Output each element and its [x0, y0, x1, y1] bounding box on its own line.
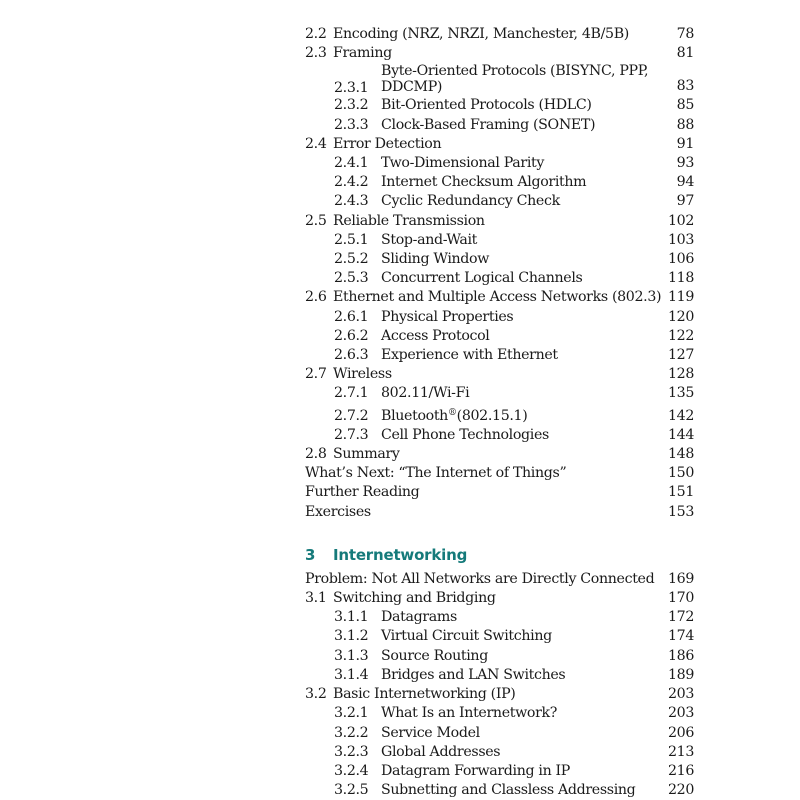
toc-entry-title — [381, 781, 651, 800]
toc-entry-page: 91 — [676, 135, 694, 152]
toc-entry-title-text: Stop-and-Wait — [381, 231, 478, 248]
toc-entry-title-text: Further Reading — [305, 484, 420, 501]
toc-entry-title — [333, 44, 392, 63]
toc-entry-title — [381, 608, 651, 627]
toc-entry — [305, 404, 694, 426]
toc-entry-page: 81 — [676, 45, 694, 62]
toc-entry — [305, 308, 694, 327]
toc-entry-title — [381, 63, 651, 96]
chapter-title: Internetworking — [333, 545, 468, 564]
toc-entry-title-text: Bit-Oriented Protocols (HDLC) — [381, 97, 592, 114]
toc-entry — [305, 346, 694, 365]
toc-entry-page: 189 — [667, 666, 694, 683]
toc-entry-title — [333, 589, 496, 608]
toc-entry-title — [381, 173, 651, 192]
toc-entry-page: 83 — [676, 78, 694, 95]
toc-entry-page: 128 — [667, 366, 694, 383]
toc-entry-number: 2.7 — [305, 366, 327, 383]
toc-section-chapter-2 — [305, 25, 694, 522]
toc-entry-number: 3.1.4 — [334, 666, 369, 683]
toc-entry-number: 3.1.2 — [334, 628, 369, 645]
toc-entry — [305, 154, 694, 173]
toc-entry-title-text: Access Protocol — [381, 327, 490, 344]
toc-entry-title-text: Exercises — [305, 503, 371, 520]
toc-entry — [305, 231, 694, 250]
toc-entry-title-text: Datagram Forwarding in IP — [381, 762, 570, 779]
toc-entry-title — [333, 135, 441, 154]
toc-entry-title-text: Concurrent Logical Channels — [381, 270, 583, 287]
toc-entry — [305, 135, 694, 154]
toc-entry-page: 174 — [667, 628, 694, 645]
toc-entry-page: 172 — [667, 609, 694, 626]
toc-entry-title — [381, 384, 651, 403]
toc-entry-title — [381, 704, 651, 723]
toc-entry-title-text: Cell Phone Technologies — [381, 426, 549, 443]
toc-entry-number: 3.2.5 — [334, 782, 369, 799]
toc-entry — [305, 608, 694, 627]
toc-entry-title-text: 802.11/Wi-Fi — [381, 385, 470, 402]
toc-entry — [305, 445, 694, 464]
toc-entry-title-text: Ethernet and Multiple Access Networks (802.3) — [333, 289, 662, 306]
toc-entry-number: 2.2 — [305, 26, 327, 42]
toc-entry-title-text: Service Model — [381, 724, 480, 741]
toc-entry — [305, 464, 694, 483]
toc-entry — [305, 44, 694, 63]
toc-entry-page: 103 — [667, 231, 694, 248]
toc-entry-page: 122 — [667, 327, 694, 344]
toc-entry — [305, 269, 694, 288]
toc-entry-number: 3.1.1 — [334, 609, 369, 626]
toc-entry-page: 150 — [667, 465, 694, 482]
toc-entry-number: 2.6.1 — [334, 308, 369, 325]
toc-entry-title-text: Global Addresses — [381, 743, 501, 760]
toc-section-chapter-3 — [305, 570, 694, 800]
toc-entry-number: 2.7.2 — [334, 407, 369, 424]
toc-entry-title-text: Summary — [333, 446, 400, 463]
toc-entry-title — [381, 346, 651, 365]
toc-entry-title — [381, 627, 651, 646]
toc-entry-title-text: Sliding Window — [381, 251, 490, 268]
toc-entry-title-text: Encoding (NRZ, NRZI, Manchester, 4B/5B) — [333, 26, 629, 42]
toc-entry-page: 85 — [676, 97, 694, 114]
toc-entry-page: 142 — [667, 407, 694, 424]
toc-entry-page: 203 — [667, 705, 694, 722]
toc-entry-page: 88 — [676, 116, 694, 133]
toc-entry-number: 2.8 — [305, 446, 327, 463]
toc-entry — [305, 627, 694, 646]
toc-entry — [305, 63, 694, 96]
toc-entry-number: 2.4 — [305, 135, 327, 152]
toc-entry-title — [381, 404, 651, 426]
toc-entry-title-text: Wireless — [333, 366, 392, 383]
toc-entry — [305, 365, 694, 384]
toc-entry-number: 2.6.2 — [334, 327, 369, 344]
toc-entry-page: 151 — [667, 484, 694, 501]
toc-entry-title-text: Reliable Transmission — [333, 212, 485, 229]
toc-entry-page: 144 — [667, 426, 694, 443]
toc-entry-number: 2.4.3 — [334, 193, 369, 210]
toc-entry-page: 118 — [667, 270, 694, 287]
toc-entry-title-text: Bluetooth — [381, 407, 448, 424]
toc-entry-number: 2.3.3 — [334, 116, 369, 133]
toc-entry-title — [381, 647, 651, 666]
toc-entry-title-text: Byte-Oriented Protocols (BISYNC, PPP, DDCMP) — [381, 63, 649, 96]
toc-entry-number: 3.2.3 — [334, 743, 369, 760]
toc-entry-page: 203 — [667, 686, 694, 703]
toc-entry-number: 2.7.3 — [334, 426, 369, 443]
toc-entry-title — [381, 269, 651, 288]
toc-entry-title — [333, 685, 515, 704]
toc-entry — [305, 503, 694, 522]
toc-entry-page: 102 — [667, 212, 694, 229]
toc-entry-title-text: Error Detection — [333, 135, 442, 152]
toc-entry-title — [381, 96, 651, 115]
toc-entry-title-text: Cyclic Redundancy Check — [381, 193, 560, 210]
toc-entry-title — [333, 445, 400, 464]
registered-mark: ® — [447, 407, 457, 418]
toc-entry — [305, 666, 694, 685]
toc-entry-page: 170 — [667, 590, 694, 607]
toc-entry-title-text: Internet Checksum Algorithm — [381, 174, 587, 191]
toc-entry-title — [381, 231, 651, 250]
toc-entry-title — [381, 116, 651, 135]
toc-entry-title-text: Framing — [333, 45, 392, 62]
toc-entry-number: 2.6 — [305, 289, 327, 306]
toc-entry-title — [381, 426, 651, 445]
toc-entry-title — [305, 483, 419, 502]
toc-entry-title-text: Virtual Circuit Switching — [381, 628, 552, 645]
toc-entry-title — [381, 154, 651, 173]
toc-entry-title-text: Bridges and LAN Switches — [381, 666, 566, 683]
toc-entry-title — [381, 762, 651, 781]
toc-entry-page: 186 — [667, 647, 694, 664]
toc-entry-page: 213 — [667, 743, 694, 760]
toc-entry — [305, 570, 694, 589]
toc-entry — [305, 483, 694, 502]
toc-entry-title — [381, 192, 651, 211]
toc-entry-number: 3.2.2 — [334, 724, 369, 741]
toc-entry-title — [305, 570, 654, 589]
toc-entry-number: 3.2.4 — [334, 762, 369, 779]
toc-entry-title-text: What’s Next: “The Internet of Things” — [305, 465, 567, 482]
toc-entry-title-text: What Is an Internetwork? — [381, 705, 558, 722]
toc-entry-page: 216 — [667, 762, 694, 779]
toc-entry-page: 119 — [667, 289, 694, 306]
toc-entry — [305, 762, 694, 781]
toc-entry-page: 106 — [667, 251, 694, 268]
toc-entry — [305, 781, 694, 800]
toc-entry-page: 135 — [667, 385, 694, 402]
toc-entry-number: 2.5.1 — [334, 231, 369, 248]
toc-entry-title — [381, 666, 651, 685]
toc-entry-page: 127 — [667, 347, 694, 364]
toc-entry-page: 169 — [667, 570, 694, 587]
toc-entry-number: 2.4.2 — [334, 174, 369, 191]
toc-entry-page: 220 — [667, 782, 694, 799]
toc-entry-number: 2.5.3 — [334, 270, 369, 287]
toc-entry-number: 3.1 — [305, 590, 327, 607]
toc-entry — [305, 647, 694, 666]
toc-entry — [305, 589, 694, 608]
toc-entry-page: 78 — [676, 26, 694, 42]
toc-entry-title — [381, 250, 651, 269]
toc-entry-title — [305, 503, 371, 522]
toc-entry-page: 153 — [667, 503, 694, 520]
chapter-heading — [305, 545, 694, 565]
toc-entry — [305, 426, 694, 445]
toc-entry-page: 93 — [676, 155, 694, 172]
toc-entry-title — [381, 724, 651, 743]
toc-entry-title-text: Two-Dimensional Parity — [381, 155, 545, 172]
toc-entry-title — [381, 327, 651, 346]
toc-entry — [305, 250, 694, 269]
toc-entry-page: 206 — [667, 724, 694, 741]
toc-entry-title-text: Subnetting and Classless Addressing — [381, 782, 636, 799]
toc-entry-page: 120 — [667, 308, 694, 325]
toc-entry-number: 2.7.1 — [334, 385, 369, 402]
toc-entry-title-text: Physical Properties — [381, 308, 514, 325]
toc-entry-title-text: Datagrams — [381, 609, 457, 626]
toc-entry — [305, 212, 694, 231]
toc-entry-title — [381, 743, 651, 762]
toc-entry-page: 148 — [667, 446, 694, 463]
toc-entry-title — [333, 25, 629, 44]
toc-entry-title-text: Clock-Based Framing (SONET) — [381, 116, 596, 133]
toc-entry-number: 2.3.2 — [334, 97, 369, 114]
toc-entry — [305, 96, 694, 115]
toc-entry-page: 97 — [676, 193, 694, 210]
toc-entry-number: 2.5.2 — [334, 251, 369, 268]
toc-entry — [305, 327, 694, 346]
toc-entry-page: 94 — [676, 174, 694, 191]
toc-entry-title — [305, 464, 566, 483]
toc-entry — [305, 192, 694, 211]
toc-entry — [305, 116, 694, 135]
toc-entry-title — [333, 288, 661, 307]
toc-entry-title-text: Basic Internetworking (IP) — [333, 686, 516, 703]
toc-entry-number: 3.1.3 — [334, 647, 369, 664]
toc-entry-number: 2.4.1 — [334, 155, 369, 172]
toc-entry — [305, 288, 694, 307]
toc-entry — [305, 685, 694, 704]
toc-entry-number: 2.3.1 — [334, 80, 369, 97]
toc-entry-title — [333, 365, 392, 384]
toc-entry-title — [381, 308, 651, 327]
toc-entry — [305, 25, 694, 44]
toc-entry-number: 2.3 — [305, 45, 327, 62]
toc-entry-number: 2.6.3 — [334, 347, 369, 364]
toc-entry-title — [333, 212, 485, 231]
toc-entry-number: 3.2 — [305, 686, 327, 703]
toc-entry — [305, 743, 694, 762]
toc-entry-title-text: Switching and Bridging — [333, 590, 496, 607]
toc-entry-title-text: Problem: Not All Networks are Directly Connected — [305, 570, 655, 587]
toc-entry — [305, 384, 694, 403]
chapter-number: 3 — [305, 545, 316, 564]
toc-entry-title-text: Experience with Ethernet — [381, 347, 558, 364]
toc-entry-number: 3.2.1 — [334, 705, 369, 722]
toc-entry — [305, 724, 694, 743]
toc-entry-number: 2.5 — [305, 212, 327, 229]
toc-entry-title-text: Source Routing — [381, 647, 488, 664]
toc-entry-title-suffix: (802.15.1) — [456, 407, 528, 424]
table-of-contents — [305, 25, 694, 800]
toc-entry — [305, 173, 694, 192]
toc-entry — [305, 704, 694, 723]
